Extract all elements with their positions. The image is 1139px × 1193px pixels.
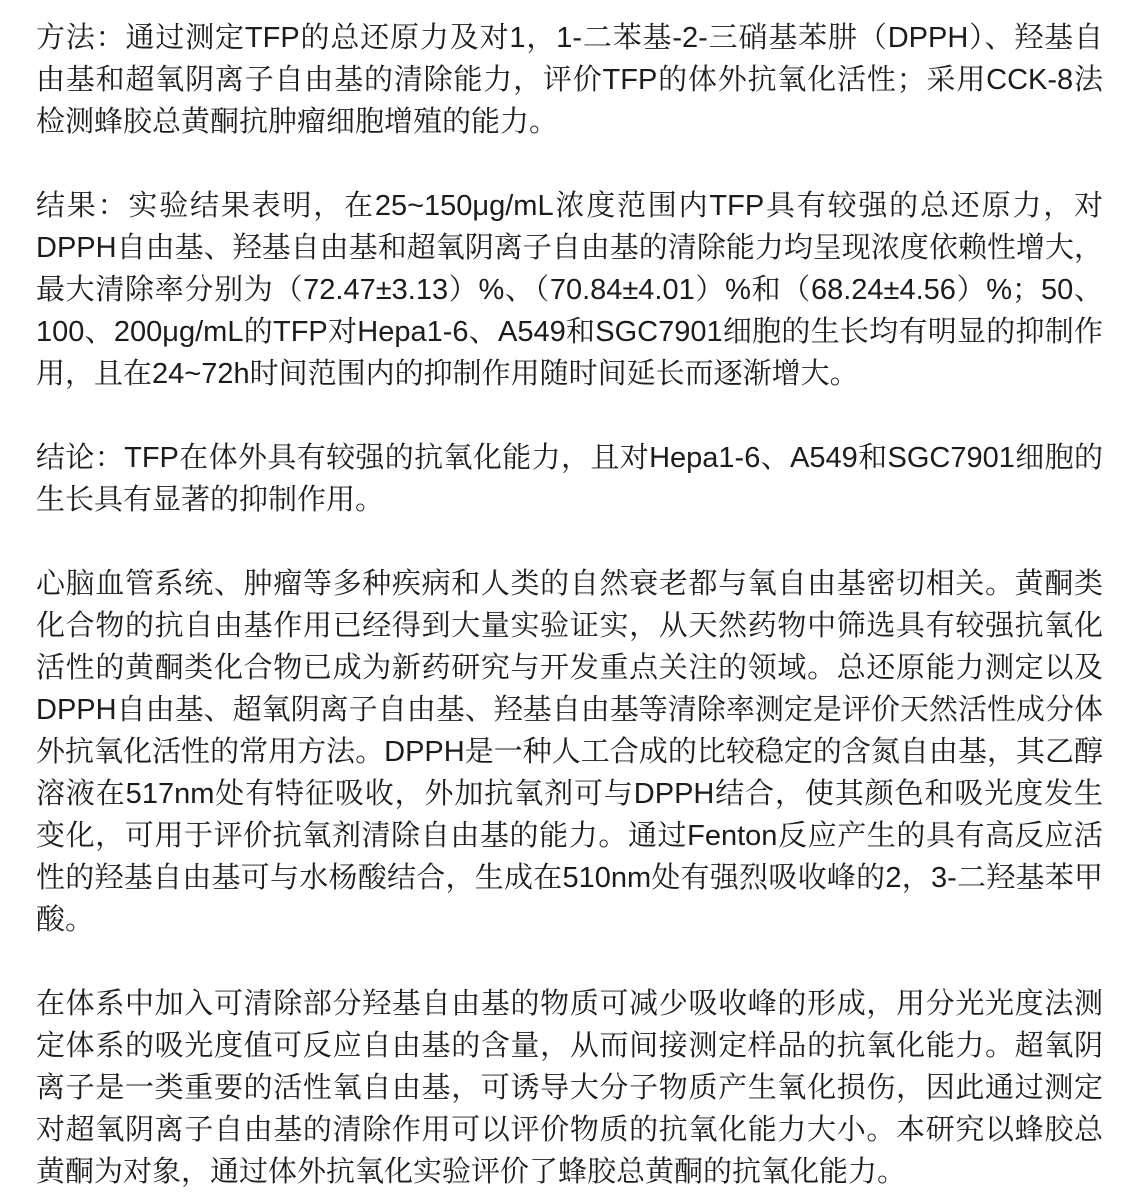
- paragraph-methods: 方法：通过测定TFP的总还原力及对1，1-二苯基-2-三硝基苯肼（DPPH）、羟基自由基和超氧阴离子自由基的清除能力，评价TFP的体外抗氧化活性；采用CCK-8法检测蜂胶总黄酮抗肿瘤细胞增殖的能力。: [36, 22, 1103, 138]
- paragraph-results: 结果：实验结果表明，在25~150μg/mL浓度范围内TFP具有较强的总还原力，对DPPH自由基、羟基自由基和超氧阴离子自由基的清除能力均呈现浓度依赖性增大，最大清除率分别为（72.47±3.13）%、（70.84±4.01）%和（68.24±4.56）%；50、100、200μg/mL的TFP对Hepa1-6、A549和SGC7901细胞的生长均有明显的抑制作用，且在24~72h时间范围内的抑制作用随时间延长而逐渐增大。: [36, 190, 1103, 390]
- paragraph-conclusion: 结论：TFP在体外具有较强的抗氧化能力，且对Hepa1-6、A549和SGC7901细胞的生长具有显著的抑制作用。: [36, 442, 1103, 516]
- paragraph-background-antioxidant-mechanisms: 心脑血管系统、肿瘤等多种疾病和人类的自然衰老都与氧自由基密切相关。黄酮类化合物的抗自由基作用已经得到大量实验证实，从天然药物中筛选具有较强抗氧化活性的黄酮类化合物已成为新药研究与开发重点关注的领域。总还原能力测定以及DPPH自由基、超氧阴离子自由基、羟基自由基等清除率测定是评价天然活性成分体外抗氧化活性的常用方法。DPPH是一种人工合成的比较稳定的含氮自由基，其乙醇溶液在517nm处有特征吸收，外加抗氧剂可与DPPH结合，使其颜色和吸光度发生变化，可用于评价抗氧剂清除自由基的能力。通过Fenton反应产生的具有高反应活性的羟基自由基可与水杨酸结合，生成在510nm处有强烈吸收峰的2，3-二羟基苯甲酸。: [36, 568, 1103, 936]
- paragraph-background-study-purpose: 在体系中加入可清除部分羟基自由基的物质可减少吸收峰的形成，用分光光度法测定体系的吸光度值可反应自由基的含量，从而间接测定样品的抗氧化能力。超氧阴离子是一类重要的活性氧自由基，可诱导大分子物质产生氧化损伤，因此通过测定对超氧阴离子自由基的清除作用可以评价物质的抗氧化能力大小。本研究以蜂胶总黄酮为对象，通过体外抗氧化实验评价了蜂胶总黄酮的抗氧化能力。: [36, 988, 1103, 1188]
